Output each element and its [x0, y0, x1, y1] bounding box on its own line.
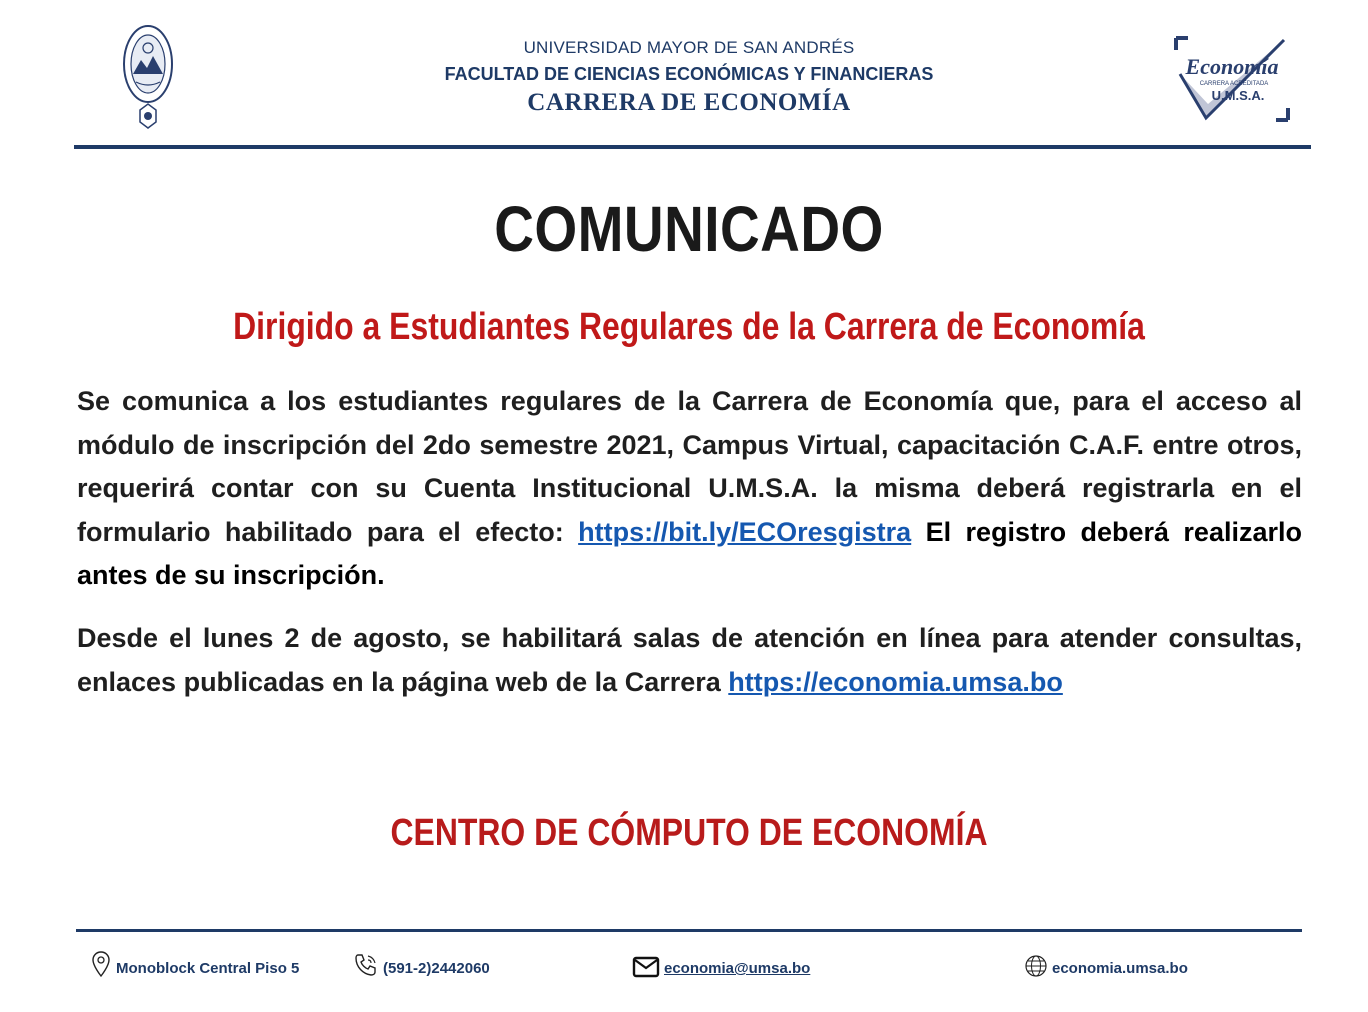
page-title: COMUNICADO [494, 193, 884, 265]
footer-web[interactable] [1024, 948, 1188, 978]
paragraph-1-closing: El registro deberá realizarlo antes de su inscripción. [77, 516, 1302, 590]
globe-icon [1024, 954, 1048, 978]
footer-phone [353, 948, 490, 978]
economia-accreditation-logo-icon [1172, 34, 1292, 124]
body-paragraph-1 [77, 380, 1302, 598]
phone-icon [353, 952, 379, 978]
signature-department: CENTRO DE CÓMPUTO DE ECONOMÍA [390, 812, 988, 854]
footer-web-text[interactable]: economia.umsa.bo [1052, 960, 1188, 977]
mail-icon [632, 956, 660, 978]
svg-text:Economía: Economía [1185, 54, 1279, 79]
letterhead [0, 0, 1368, 150]
footer-email[interactable] [632, 948, 810, 978]
page-subtitle: Dirigido a Estudiantes Regulares de la Carrera de Economía [233, 306, 1145, 348]
career-name: CARRERA DE ECONOMÍA [527, 89, 851, 116]
footer-phone-text: (591-2)2442060 [383, 960, 490, 977]
svg-text:U.M.S.A.: U.M.S.A. [1211, 88, 1265, 103]
university-name: UNIVERSIDAD MAYOR DE SAN ANDRÉS [523, 38, 855, 57]
faculty-name: FACULTAD DE CIENCIAS ECONÓMICAS Y FINANCIERAS [444, 64, 934, 84]
footer-divider [76, 929, 1302, 932]
header-divider [74, 145, 1311, 149]
career-website-link[interactable]: https://economia.umsa.bo [728, 666, 1063, 697]
registration-form-link[interactable]: https://bit.ly/ECOresgistra [578, 516, 912, 547]
body-paragraph-2 [77, 617, 1302, 704]
paragraph-2-text: Desde el lunes 2 de agosto, se habilitará salas de atención en línea para atender consultas, enlaces publicadas en la página web de la Carrera [77, 623, 1302, 697]
paragraph-1-text: Se comunica a los estudiantes regulares de la Carrera de Economía que, para el acceso al módulo de inscripción del 2do semestre 2021, Campus Virtual, capacitación C.A.F. entre otros, requerirá contar con su Cuenta Institucional U.M.S.A. la misma deberá registrarla en el formulario habilitado para el efecto: [77, 386, 1302, 547]
footer-email-link[interactable]: economia@umsa.bo [664, 960, 811, 977]
footer-location-text: Monoblock Central Piso 5 [116, 960, 300, 977]
svg-text:CARRERA ACREDITADA: CARRERA ACREDITADA [1199, 81, 1269, 87]
location-pin-icon [90, 950, 112, 978]
footer-location [90, 948, 299, 978]
